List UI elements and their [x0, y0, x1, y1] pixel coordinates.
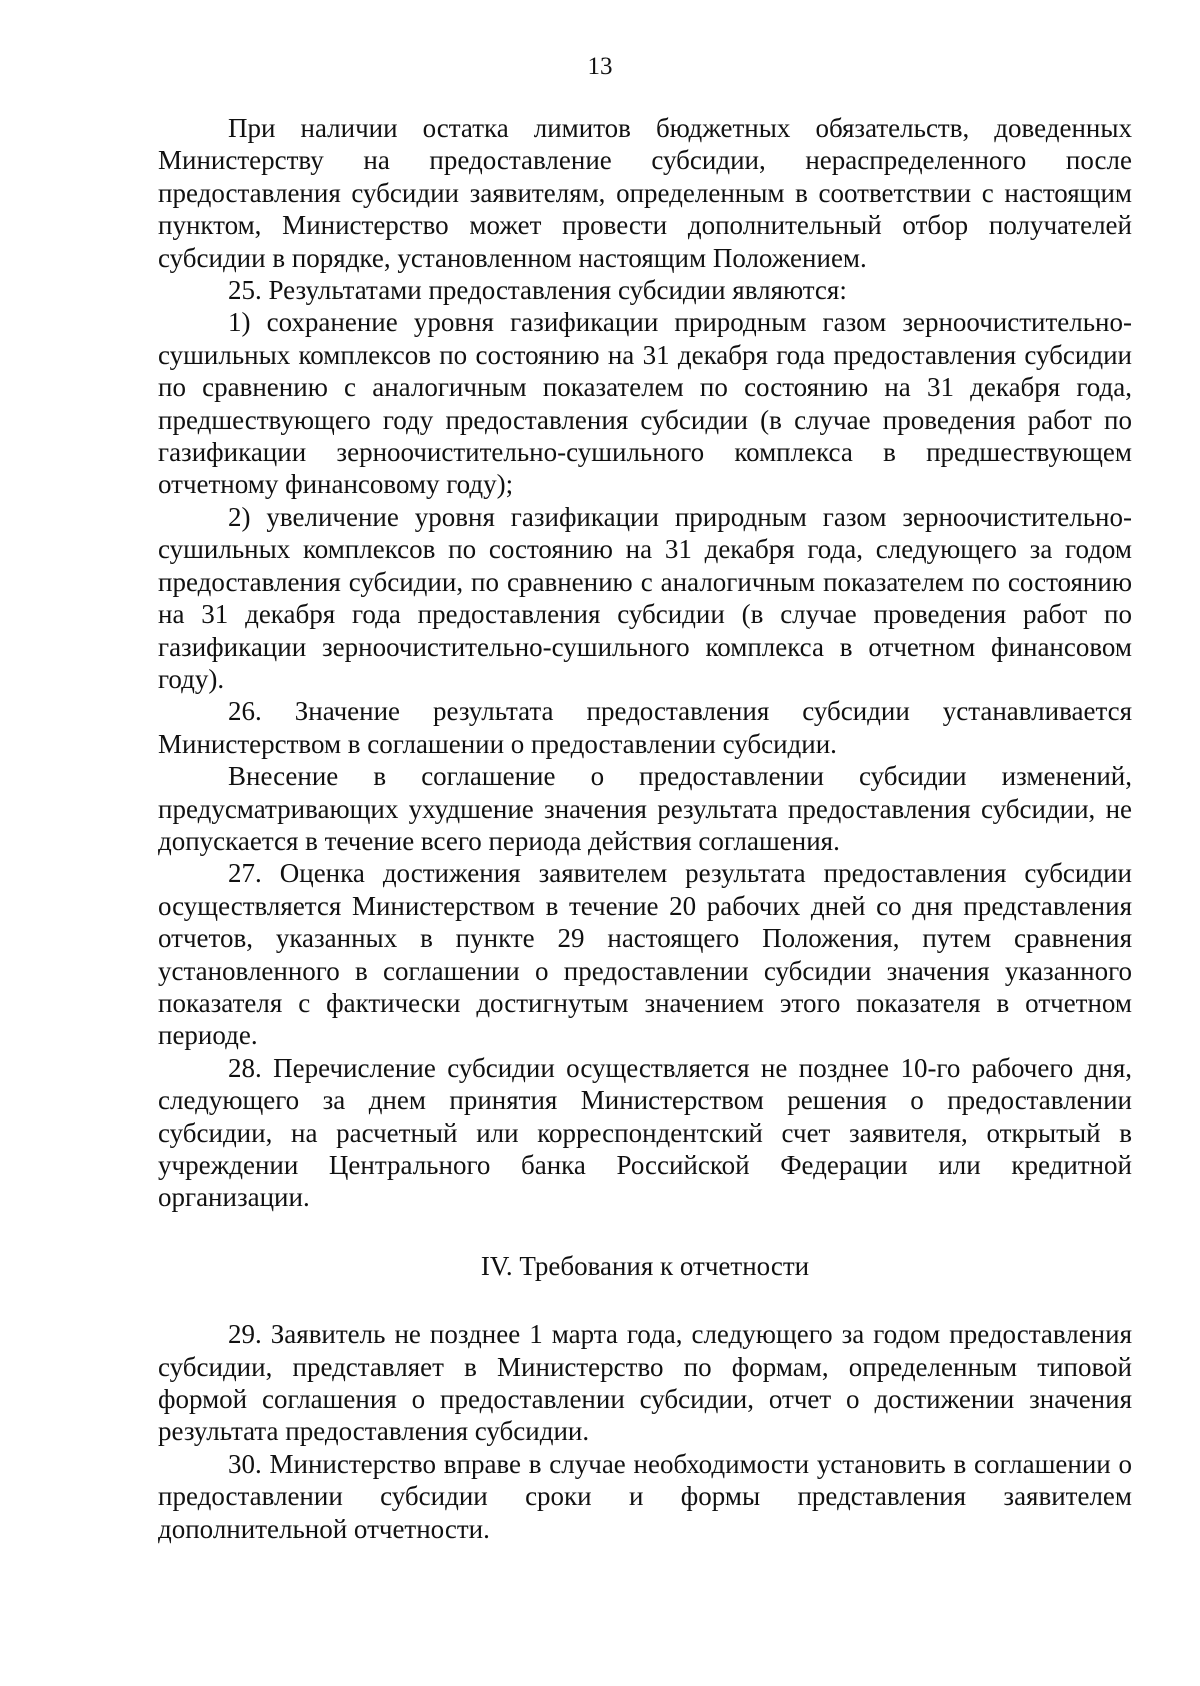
section-title: IV. Требования к отчетности [480, 1250, 810, 1281]
page-number: 13 [587, 53, 613, 80]
paragraph-29: 29. Заявитель не позднее 1 марта года, следующего за годом предоставления субсидии, представляет в Министерство по формам, определенным типовой формой соглашения о предоставлении субсидии, отчет о достижении значения результата предоставления субсидии. [158, 1319, 1132, 1447]
paragraph-27: 27. Оценка достижения заявителем результата предоставления субсидии осуществляется Министерством в течение 20 рабочих дней со дня представления отчетов, указанных в пункте 29 настоящего Положения, путем сравнения установленного в соглашении о предоставлении субсидии значения указанного показателя с фактически достигнутым значением этого показателя в отчетном периоде. [158, 858, 1132, 1051]
paragraph-26: 26. Значение результата предоставления субсидии устанавливается Министерством в соглашении о предоставлении субсидии. [158, 696, 1132, 759]
document-body [158, 112, 1132, 1545]
paragraph-25-item-2: 2) увеличение уровня газификации природным газом зерноочистительно-сушильных комплексов по состоянию на 31 декабря года, следующего за годом предоставления субсидии, по сравнению с аналогичным показателем по состоянию на 31 декабря года предоставления субсидии (в случае проведения работ по газификации зерноочистительно-сушильного комплекса в отчетном финансовом году). [158, 501, 1132, 694]
paragraph-30: 30. Министерство вправе в случае необходимости установить в соглашении о предоставлении субсидии сроки и формы представления заявителем дополнительной отчетности. [158, 1448, 1132, 1544]
paragraph-25: 25. Результатами предоставления субсидии являются: [228, 275, 847, 306]
paragraph-28: 28. Перечисление субсидии осуществляется не позднее 10-го рабочего дня, следующего за днем принятия Министерством решения о предоставлении субсидии, на расчетный или корреспондентский счет заявителя, открытый в учреждении Центрального банка Российской Федерации или кредитной организации. [158, 1052, 1132, 1213]
paragraph-26-amendments: Внесение в соглашение о предоставлении субсидии изменений, предусматривающих ухудшение значения результата предоставления субсидии, не допускается в течение всего периода действия соглашения. [158, 761, 1132, 856]
paragraph-budget-limits: При наличии остатка лимитов бюджетных обязательств, доведенных Министерству на предоставление субсидии, нераспределенного после предоставления субсидии заявителям, определенным в соответствии с настоящим пунктом, Министерство может провести дополнительный отбор получателей субсидии в порядке, установленном настоящим Положением. [158, 113, 1132, 273]
paragraph-25-item-1: 1) сохранение уровня газификации природным газом зерноочистительно-сушильных комплексов по состоянию на 31 декабря года предоставления субсидии по сравнению с аналогичным показателем по состоянию на 31 декабря года, предшествующего году предоставления субсидии (в случае проведения работ по газификации зерноочистительно-сушильного комплекса в предшествующем отчетному финансовому году); [158, 307, 1132, 500]
